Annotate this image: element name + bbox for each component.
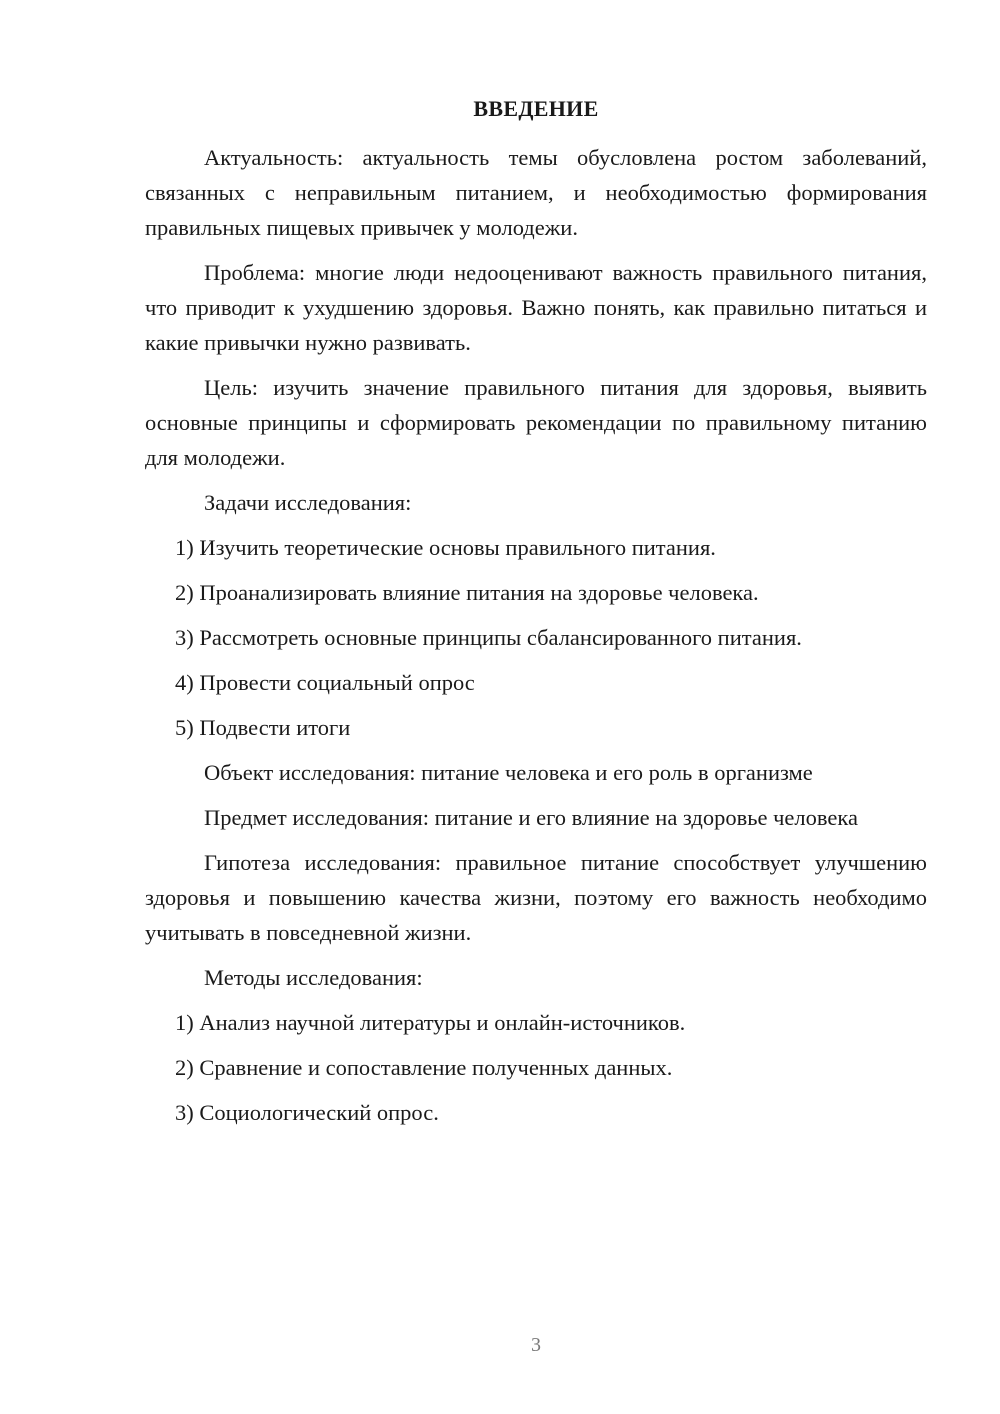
object-paragraph: Объект исследования: питание человека и его роль в организме	[204, 760, 813, 785]
list-item: 2) Сравнение и сопоставление полученных данных.	[175, 1055, 673, 1080]
list-item: 1) Анализ научной литературы и онлайн-источников.	[175, 1010, 686, 1035]
tasks-list	[145, 530, 927, 745]
hypothesis-paragraph: Гипотеза исследования: правильное питание способствует улучшению здоровья и повышению качества жизни, поэтому его важность необходимо учитывать в повседневной жизни.	[145, 850, 927, 945]
methods-heading: Методы исследования:	[204, 965, 423, 990]
list-item: 5) Подвести итоги	[175, 715, 351, 740]
relevance-paragraph: Актуальность: актуальность темы обусловлена ростом заболеваний, связанных с неправильным питанием, и необходимостью формирования правильных пищевых привычек у молодежи.	[145, 145, 927, 240]
list-item: 4) Провести социальный опрос	[175, 670, 475, 695]
page-number: 3	[531, 1334, 541, 1356]
subject-paragraph: Предмет исследования: питание и его влияние на здоровье человека	[204, 805, 858, 830]
list-item: 2) Проанализировать влияние питания на здоровье человека.	[175, 580, 759, 605]
problem-paragraph: Проблема: многие люди недооценивают важность правильного питания, что приводит к ухудшению здоровья. Важно понять, как правильно питаться и какие привычки нужно развивать.	[145, 260, 927, 355]
list-item: 3) Рассмотреть основные принципы сбалансированного питания.	[175, 625, 802, 650]
page-title: ВВЕДЕНИЕ	[473, 96, 599, 121]
methods-list	[145, 1005, 927, 1130]
list-item: 3) Социологический опрос.	[175, 1100, 439, 1125]
goal-paragraph: Цель: изучить значение правильного питания для здоровья, выявить основные принципы и сформировать рекомендации по правильному питанию для молодежи.	[145, 375, 927, 470]
tasks-heading: Задачи исследования:	[204, 490, 412, 515]
list-item: 1) Изучить теоретические основы правильного питания.	[175, 535, 716, 560]
document-body	[145, 140, 927, 1140]
